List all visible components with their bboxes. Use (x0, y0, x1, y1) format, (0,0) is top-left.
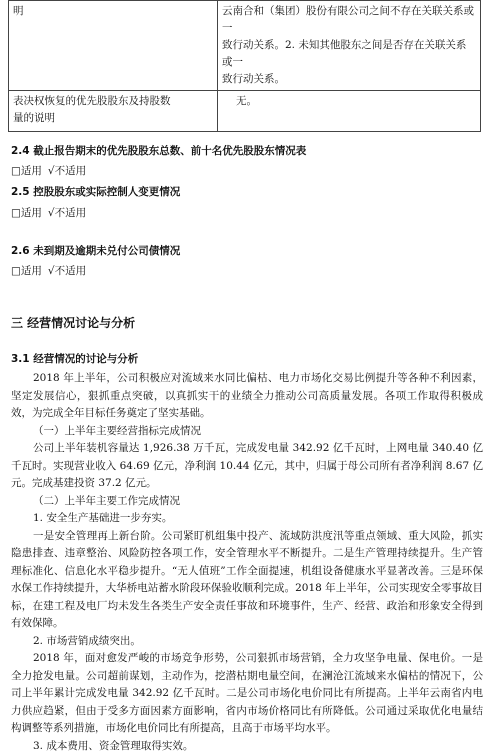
option-not-applicable: √不适用 (48, 165, 86, 177)
body-text (11, 370, 483, 755)
table-cell-value (218, 91, 481, 132)
paragraph: 2018 年，面对愈发严峻的市场竞争形势，公司狠抓市场营销，全力攻坚争电量、保电价。一是全力抢发电量。公司超前谋划，主动作为，挖潜枯期电量空间，在澜沧江流域来水偏枯的情况下，公司上半年累计完成发电量 342.92 亿千瓦时。二是公司市场化电价同比有所提高。上半年云南省内电力供应趋紧，但由于受多方面因素方面影响，省内市场价格同比有所降低。公司通过采取优化电量结构调整等系列措施，市场化电价同比有所提高，且高于市场平均水平。 (11, 650, 483, 738)
paragraph: 2018 年上半年，公司积极应对流域来水同比偏枯、电力市场化交易比例提升等各种不利因素，坚定发展信心，狠抓重点突破，以真抓实干的业绩全力推动公司高质量发展。各项工作取得积极成效，为完成全年目标任务奠定了坚实基础。 (11, 370, 483, 423)
option-line (11, 163, 92, 178)
option-not-applicable: √不适用 (48, 207, 86, 219)
paragraph: 公司上半年装机容量达 1,926.38 万千瓦，完成发电量 342.92 亿千瓦时，上网电量 340.40 亿千瓦时。实现营业收入 64.69 亿元，净利润 10.44 亿元，其中，归属于母公司所有者净利润 8.67 亿元。完成基建投资 37.2 亿元。 (11, 440, 483, 493)
table-row (9, 91, 481, 132)
paragraph: （一）上半年主要经营指标完成情况 (11, 423, 483, 441)
section-title-2-5: 2.5 控股股东或实际控制人变更情况 (11, 184, 180, 199)
table-cell-line: 云南合和（集团）股份有限公司之间不存在关联关系或一 (222, 3, 476, 37)
option-not-applicable: √不适用 (48, 265, 86, 277)
option-line (11, 263, 92, 278)
table-cell-label (9, 91, 218, 132)
table-cell-line: 量的说明 (13, 110, 213, 127)
table-cell-line: 无。 (222, 93, 476, 110)
section-title-2-4: 2.4 截止报告期末的优先股股东总数、前十名优先股股东情况表 (11, 143, 306, 158)
table-cell-line: 表决权恢复的优先股股东及持股数 (13, 93, 213, 110)
table-cell-line: 致行动关系。 (222, 71, 476, 88)
paragraph: （二）上半年主要工作完成情况 (11, 493, 483, 511)
option-applicable: □适用 (11, 207, 42, 219)
table-cell-value (218, 1, 481, 91)
option-applicable: □适用 (11, 265, 42, 277)
shareholder-table (8, 0, 481, 132)
paragraph: 2. 市场营销成绩突出。 (11, 633, 483, 651)
paragraph: 3. 成本费用、资金管理取得实效。 (11, 738, 483, 755)
section-title-2-6: 2.6 未到期及逾期未兑付公司债情况 (11, 243, 180, 258)
paragraph: 一是安全管理再上新台阶。公司紧盯机组集中投产、流域防洪度汛等重点领域、重大风险，抓实隐患排查、违章整治、风险防控各项工作，安全管理水平不断提升。二是生产管理持续提升。生产管理标准化、信息化水平稳步提升。“无人值班”工作全面提速，机组设备健康水平显著改善。三是环保水保工作持续提升，大华桥电站蓄水阶段环保验收顺利完成。2018 年上半年，公司实现安全零事故目标，在建工程及电厂均未发生各类生产安全责任事故和环境事件，生产、经营、政治和形象安全得到有效保障。 (11, 528, 483, 633)
paragraph: 1. 安全生产基础进一步夯实。 (11, 510, 483, 528)
option-line (11, 205, 92, 220)
table-cell-label: 明 (9, 1, 218, 91)
section-title-3-1: 3.1 经营情况的讨论与分析 (11, 351, 138, 366)
chapter-title-3: 三 经营情况讨论与分析 (11, 314, 135, 331)
table-row (9, 1, 481, 91)
option-applicable: □适用 (11, 165, 42, 177)
table-cell-line: 致行动关系。2. 未知其他股东之间是否存在关联关系或一 (222, 37, 476, 71)
